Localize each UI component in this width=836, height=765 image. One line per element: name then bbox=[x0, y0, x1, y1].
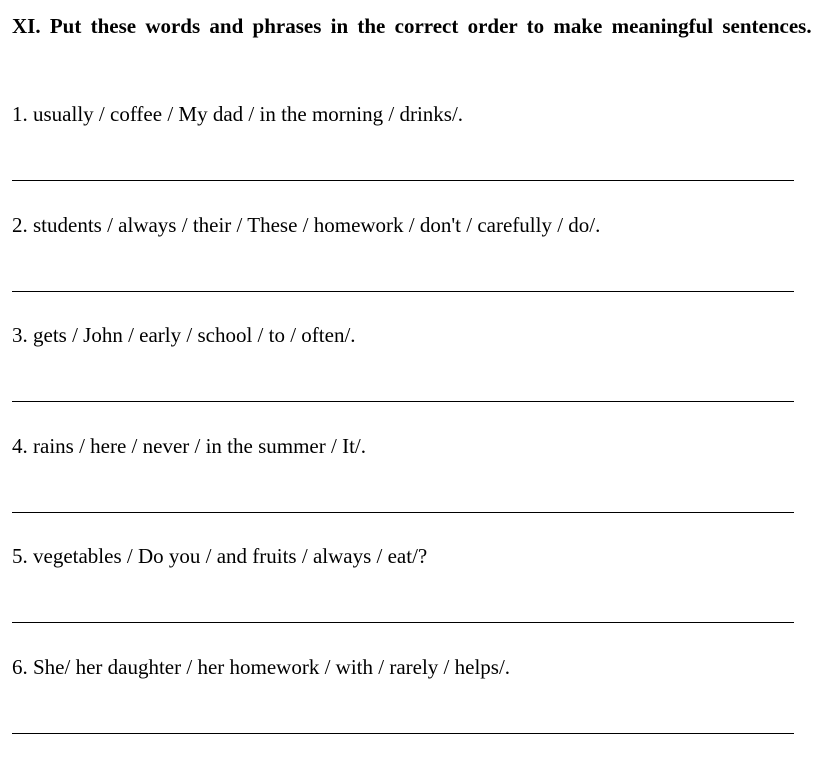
answer-line bbox=[12, 180, 794, 181]
item-text: 1. usually / coffee / My dad / in the morning / drinks/. bbox=[12, 102, 464, 126]
exercise-item-4 bbox=[12, 434, 812, 544]
item-text: 6. She/ her daughter / her homework / with / rarely / helps/. bbox=[12, 655, 511, 679]
item-text: 5. vegetables / Do you / and fruits / always / eat/? bbox=[12, 544, 428, 568]
exercise-item-1 bbox=[12, 102, 812, 212]
answer-line bbox=[12, 622, 794, 623]
answer-line bbox=[12, 733, 794, 734]
exercise-item-3 bbox=[12, 323, 812, 433]
item-text: 4. rains / here / never / in the summer / It/. bbox=[12, 434, 366, 458]
exercise-item-6 bbox=[12, 655, 812, 765]
answer-line bbox=[12, 401, 794, 402]
exercise-item-5 bbox=[12, 544, 812, 654]
exercise-heading: XI. Put these words and phrases in the correct order to make meaningful sentences. bbox=[12, 14, 812, 38]
item-text: 3. gets / John / early / school / to / often/. bbox=[12, 323, 356, 347]
answer-line bbox=[12, 512, 794, 513]
item-text: 2. students / always / their / These / homework / don't / carefully / do/. bbox=[12, 213, 601, 237]
answer-line bbox=[12, 291, 794, 292]
exercise-item-2 bbox=[12, 213, 812, 323]
